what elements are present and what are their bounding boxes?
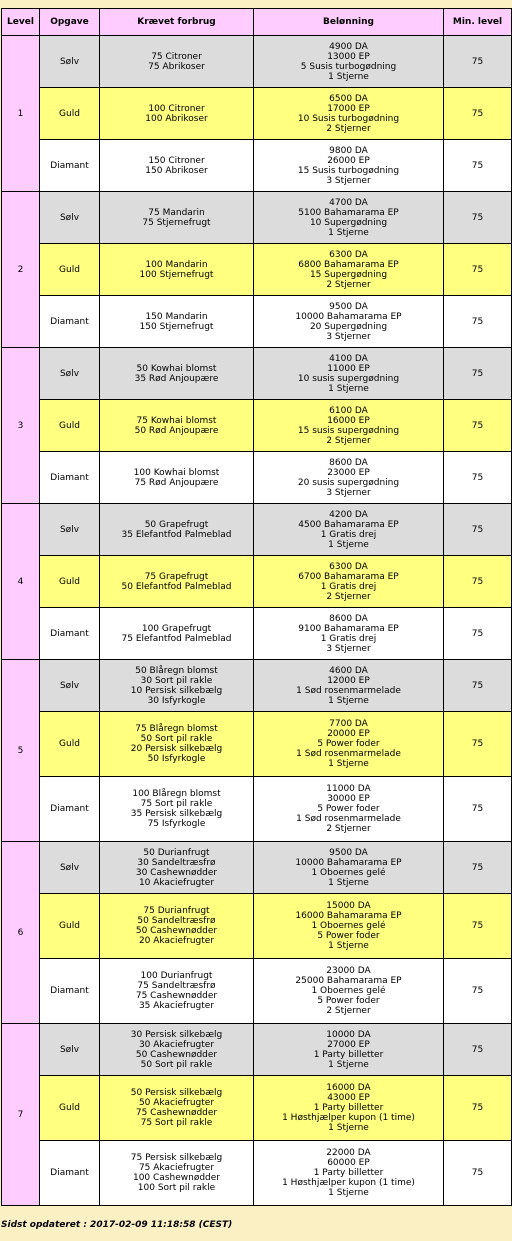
reward-item: 16000 DA [326, 1083, 371, 1093]
reward-item: 15 Supergødning [309, 269, 388, 280]
task-type: Diamant [40, 1141, 100, 1206]
required-item: 100 Abrikoser [145, 113, 208, 124]
last-updated-text: Sidst opdateret : 2017-02-09 11:18:58 (CEST) [1, 1220, 233, 1230]
reward-item: 1 Stjerne [328, 71, 369, 82]
task-type: Diamant [40, 777, 100, 842]
reward-item: 6800 Bahamarama EP [298, 259, 399, 270]
min-level: 75 [444, 504, 512, 556]
min-level: 75 [444, 556, 512, 608]
level-number: 1 [2, 36, 40, 192]
reward-item: 20000 EP [327, 729, 370, 739]
required-items [100, 959, 254, 1024]
table-row [2, 400, 512, 452]
reward-items [254, 1024, 444, 1076]
required-item: 30 Persisk silkebælg [130, 1029, 223, 1040]
min-level: 75 [444, 400, 512, 452]
reward-items [254, 192, 444, 244]
table-row [2, 894, 512, 959]
required-items [100, 452, 254, 504]
table-row [2, 348, 512, 400]
required-item: 100 Sort pil rakle [137, 1183, 216, 1193]
task-type: Diamant [40, 608, 100, 660]
table-row [2, 1024, 512, 1076]
required-item: 75 Akaciefrugter [138, 1163, 215, 1173]
min-level: 75 [444, 1076, 512, 1141]
required-items [100, 36, 254, 88]
required-item: 75 Cashewnødder [135, 1108, 218, 1118]
reward-item: 26000 EP [327, 155, 370, 166]
required-items [100, 556, 254, 608]
reward-item: 1 Høsthjælper kupon (1 time) [282, 1178, 415, 1188]
reward-item: 1 Oboernes gelé [311, 921, 386, 931]
required-item: 20 Persisk silkebælg [130, 744, 223, 754]
reward-item: 9800 DA [329, 145, 368, 156]
required-item: 50 Cashewnødder [135, 926, 218, 936]
reward-item: 6300 DA [329, 249, 368, 260]
required-item: 50 Rød Anjoupære [134, 425, 219, 436]
required-item: 50 Grapefrugt [144, 519, 209, 530]
reward-item: 15000 DA [326, 901, 371, 911]
task-type: Guld [40, 88, 100, 140]
required-item: 75 Isfyrkogle [147, 819, 206, 829]
min-level: 75 [444, 608, 512, 660]
reward-item: 22000 DA [326, 1148, 371, 1158]
reward-item: 5 Susis turbogødning [300, 61, 397, 72]
min-level: 75 [444, 36, 512, 88]
level-number: 7 [2, 1024, 40, 1206]
task-type: Sølv [40, 192, 100, 244]
reward-item: 1 Sød rosenmarmelade [296, 749, 401, 759]
header-task: Opgave [40, 9, 100, 36]
reward-items [254, 556, 444, 608]
reward-items [254, 608, 444, 660]
reward-item: 9500 DA [329, 847, 368, 858]
level-number: 5 [2, 660, 40, 842]
reward-item: 3 Stjerner [326, 643, 371, 654]
reward-items [254, 296, 444, 348]
reward-item: 20 Supergødning [309, 321, 388, 332]
reward-item: 5 Power foder [317, 931, 380, 941]
task-type: Guld [40, 1076, 100, 1141]
task-type: Diamant [40, 452, 100, 504]
reward-item: 2 Stjerner [326, 435, 371, 446]
level-number: 2 [2, 192, 40, 348]
required-items [100, 400, 254, 452]
table-row [2, 1141, 512, 1206]
table-row [2, 1076, 512, 1141]
reward-item: 3 Stjerner [326, 487, 371, 498]
required-item: 50 Isfyrkogle [147, 754, 206, 764]
required-item: 100 Stjernefrugt [139, 269, 214, 280]
header-level: Level [2, 9, 40, 36]
reward-item: 10000 Bahamarama EP [295, 311, 402, 322]
reward-item: 23000 DA [326, 966, 371, 976]
required-item: 100 Durianfrugt [140, 971, 213, 981]
required-item: 75 Blåregn blomst [135, 724, 218, 734]
reward-item: 30000 EP [327, 794, 370, 804]
min-level: 75 [444, 842, 512, 894]
min-level: 75 [444, 1024, 512, 1076]
table-row [2, 777, 512, 842]
reward-item: 2 Stjerner [326, 591, 371, 602]
required-item: 100 Grapefrugt [141, 623, 212, 634]
required-items [100, 608, 254, 660]
reward-item: 4200 DA [329, 509, 368, 520]
required-item: 75 Persisk silkebælg [130, 1153, 223, 1163]
reward-items [254, 777, 444, 842]
task-type: Guld [40, 244, 100, 296]
required-item: 150 Stjernefrugt [139, 321, 214, 332]
required-item: 150 Citroner [148, 155, 205, 166]
required-items [100, 712, 254, 777]
reward-items [254, 894, 444, 959]
reward-items [254, 1141, 444, 1206]
required-items [100, 244, 254, 296]
reward-items [254, 504, 444, 556]
task-type: Sølv [40, 1024, 100, 1076]
required-item: 50 Sort pil rakle [140, 734, 213, 744]
reward-item: 1 Stjerne [328, 1123, 369, 1133]
reward-item: 27000 EP [327, 1039, 370, 1050]
required-item: 30 Sort pil rakle [140, 675, 213, 686]
required-item: 50 Akaciefrugter [138, 1098, 215, 1108]
table-row [2, 660, 512, 712]
reward-items [254, 959, 444, 1024]
required-item: 35 Rød Anjoupære [134, 373, 219, 384]
reward-item: 4700 DA [329, 197, 368, 208]
reward-item: 2 Stjerner [326, 824, 371, 834]
level-number: 4 [2, 504, 40, 660]
required-items [100, 1141, 254, 1206]
required-item: 10 Akaciefrugter [138, 877, 215, 888]
min-level: 75 [444, 959, 512, 1024]
reward-item: 15 susis supergødning [297, 425, 400, 436]
reward-item: 1 Stjerne [328, 1059, 369, 1070]
required-item: 75 Abrikoser [148, 61, 205, 72]
task-type: Sølv [40, 348, 100, 400]
required-item: 50 Persisk silkebælg [130, 1088, 223, 1098]
reward-items [254, 88, 444, 140]
required-item: 50 Blåregn blomst [135, 665, 218, 676]
reward-item: 60000 EP [327, 1158, 370, 1168]
required-item: 150 Abrikoser [145, 165, 208, 176]
required-item: 35 Persisk silkebælg [130, 809, 223, 819]
required-item: 50 Durianfrugt [143, 847, 210, 858]
reward-item: 10 Susis turbogødning [297, 113, 400, 124]
table-row [2, 504, 512, 556]
reward-item: 1 Stjerne [328, 383, 369, 394]
required-item: 75 Sort pil rakle [140, 799, 213, 809]
required-item: 75 Citroner [151, 51, 202, 62]
reward-item: 16000 EP [327, 415, 370, 426]
reward-item: 1 Gratis drej [320, 529, 377, 540]
quest-table-container [1, 8, 512, 1206]
min-level: 75 [444, 777, 512, 842]
reward-item: 4600 DA [329, 665, 368, 676]
reward-item: 1 Stjerne [328, 695, 369, 706]
required-items [100, 140, 254, 192]
reward-item: 20 susis supergødning [297, 477, 400, 488]
level-number: 3 [2, 348, 40, 504]
required-items [100, 894, 254, 959]
reward-item: 1 Party billetter [313, 1168, 384, 1178]
reward-item: 6300 DA [329, 561, 368, 572]
reward-item: 5 Power foder [317, 739, 380, 749]
min-level: 75 [444, 88, 512, 140]
reward-item: 1 Høsthjælper kupon (1 time) [282, 1113, 415, 1123]
table-row [2, 452, 512, 504]
reward-item: 10000 DA [326, 1029, 371, 1040]
reward-items [254, 400, 444, 452]
required-item: 30 Akaciefrugter [138, 1039, 215, 1050]
required-item: 75 Elefantfod Palmeblad [121, 633, 232, 644]
task-type: Guld [40, 712, 100, 777]
min-level: 75 [444, 296, 512, 348]
required-items [100, 842, 254, 894]
reward-item: 2 Stjerner [326, 279, 371, 290]
reward-items [254, 244, 444, 296]
reward-item: 1 Stjerne [328, 759, 369, 769]
table-row [2, 244, 512, 296]
reward-items [254, 36, 444, 88]
required-item: 75 Cashewnødder [135, 991, 218, 1001]
reward-item: 10000 Bahamarama EP [295, 857, 402, 868]
required-items [100, 1076, 254, 1141]
reward-item: 9100 Bahamarama EP [298, 623, 399, 634]
reward-item: 4100 DA [329, 353, 368, 364]
task-type: Diamant [40, 140, 100, 192]
reward-item: 7700 DA [329, 719, 368, 729]
reward-item: 3 Stjerner [326, 331, 371, 342]
reward-item: 6100 DA [329, 405, 368, 416]
required-item: 75 Kowhai blomst [136, 415, 217, 426]
required-items [100, 192, 254, 244]
reward-item: 1 Party billetter [313, 1103, 384, 1113]
min-level: 75 [444, 348, 512, 400]
reward-item: 8600 DA [329, 613, 368, 624]
required-items [100, 296, 254, 348]
reward-item: 4500 Bahamarama EP [298, 519, 399, 530]
reward-item: 1 Gratis drej [320, 581, 377, 592]
min-level: 75 [444, 894, 512, 959]
level-number: 6 [2, 842, 40, 1024]
table-row [2, 36, 512, 88]
header-reward: Belønning [254, 9, 444, 36]
required-item: 50 Cashewnødder [135, 1049, 218, 1060]
required-items [100, 88, 254, 140]
min-level: 75 [444, 192, 512, 244]
required-item: 75 Grapefrugt [144, 571, 209, 582]
table-row [2, 88, 512, 140]
min-level: 75 [444, 660, 512, 712]
reward-items [254, 348, 444, 400]
reward-item: 5100 Bahamarama EP [298, 207, 399, 218]
reward-item: 13000 EP [327, 51, 370, 62]
reward-items [254, 452, 444, 504]
required-item: 30 Sandeltræsfrø [137, 857, 216, 868]
task-type: Diamant [40, 296, 100, 348]
table-row [2, 556, 512, 608]
required-item: 100 Blåregn blomst [132, 789, 221, 799]
reward-item: 2 Stjerner [326, 123, 371, 134]
min-level: 75 [444, 1141, 512, 1206]
table-row [2, 842, 512, 894]
reward-item: 1 Oboernes gelé [311, 867, 386, 878]
reward-item: 12000 EP [327, 675, 370, 686]
reward-item: 11000 DA [326, 784, 371, 794]
reward-item: 9500 DA [329, 301, 368, 312]
task-type: Guld [40, 400, 100, 452]
reward-item: 6700 Bahamarama EP [298, 571, 399, 582]
required-item: 100 Citroner [148, 103, 205, 114]
task-type: Guld [40, 894, 100, 959]
reward-item: 8600 DA [329, 457, 368, 468]
required-items [100, 1024, 254, 1076]
reward-item: 10 Supergødning [309, 217, 388, 228]
reward-items [254, 1076, 444, 1141]
required-item: 75 Rød Anjoupære [134, 477, 219, 488]
reward-item: 25000 Bahamarama EP [295, 976, 402, 986]
reward-item: 3 Stjerner [326, 175, 371, 186]
reward-items [254, 712, 444, 777]
required-item: 50 Kowhai blomst [136, 363, 217, 374]
header-min-level: Min. level [444, 9, 512, 36]
required-item: 75 Durianfrugt [143, 906, 210, 916]
required-item: 30 Cashewnødder [135, 867, 218, 878]
reward-item: 5 Power foder [317, 996, 380, 1006]
reward-item: 10 susis supergødning [297, 373, 400, 384]
required-item: 50 Sort pil rakle [140, 1059, 213, 1070]
table-row [2, 608, 512, 660]
required-item: 50 Sandeltræsfrø [137, 916, 216, 926]
required-item: 20 Akaciefrugter [138, 936, 215, 946]
reward-item: 1 Oboernes gelé [311, 986, 386, 996]
required-items [100, 348, 254, 400]
required-item: 75 Mandarin [148, 207, 205, 218]
reward-item: 16000 Bahamarama EP [295, 911, 402, 921]
reward-item: 5 Power foder [317, 804, 380, 814]
task-type: Sølv [40, 504, 100, 556]
required-item: 75 Stjernefrugt [142, 217, 211, 228]
quest-table-body [2, 36, 512, 1206]
table-row [2, 296, 512, 348]
reward-item: 23000 EP [327, 467, 370, 478]
reward-item: 1 Sød rosenmarmelade [296, 685, 401, 696]
reward-item: 1 Party billetter [313, 1049, 384, 1060]
reward-item: 1 Stjerne [328, 941, 369, 951]
reward-item: 15 Susis turbogødning [297, 165, 400, 176]
required-item: 100 Kowhai blomst [133, 467, 220, 478]
quest-table [1, 8, 512, 1206]
reward-items [254, 660, 444, 712]
reward-item: 6500 DA [329, 93, 368, 104]
required-item: 100 Cashewnødder [132, 1173, 220, 1183]
required-item: 75 Sort pil rakle [140, 1118, 213, 1128]
min-level: 75 [444, 712, 512, 777]
table-row [2, 712, 512, 777]
required-items [100, 660, 254, 712]
required-item: 75 Sandeltræsfrø [137, 981, 216, 991]
required-items [100, 504, 254, 556]
reward-item: 1 Stjerne [328, 539, 369, 550]
reward-items [254, 140, 444, 192]
header-row [2, 9, 512, 36]
reward-item: 17000 EP [327, 103, 370, 114]
required-items [100, 777, 254, 842]
min-level: 75 [444, 452, 512, 504]
required-item: 35 Akaciefrugter [138, 1001, 215, 1011]
task-type: Sølv [40, 842, 100, 894]
task-type: Sølv [40, 36, 100, 88]
task-type: Diamant [40, 959, 100, 1024]
reward-item: 1 Stjerne [328, 877, 369, 888]
min-level: 75 [444, 140, 512, 192]
reward-item: 1 Stjerne [328, 1188, 369, 1198]
required-item: 150 Mandarin [145, 311, 208, 322]
reward-item: 11000 EP [327, 363, 370, 374]
reward-item: 43000 EP [327, 1093, 370, 1103]
task-type: Guld [40, 556, 100, 608]
required-item: 50 Elefantfod Palmeblad [121, 581, 232, 592]
min-level: 75 [444, 244, 512, 296]
reward-item: 4900 DA [329, 41, 368, 52]
required-item: 100 Mandarin [145, 259, 208, 270]
table-row [2, 140, 512, 192]
table-row [2, 192, 512, 244]
reward-item: 1 Stjerne [328, 227, 369, 238]
task-type: Sølv [40, 660, 100, 712]
required-item: 30 Isfyrkogle [147, 695, 206, 706]
required-item: 35 Elefantfod Palmeblad [121, 529, 232, 540]
reward-item: 1 Sød rosenmarmelade [296, 814, 401, 824]
table-row [2, 959, 512, 1024]
reward-item: 1 Gratis drej [320, 633, 377, 644]
required-item: 10 Persisk silkebælg [130, 685, 223, 696]
reward-items [254, 842, 444, 894]
reward-item: 2 Stjerner [326, 1006, 371, 1016]
header-required-consumption: Krævet forbrug [100, 9, 254, 36]
